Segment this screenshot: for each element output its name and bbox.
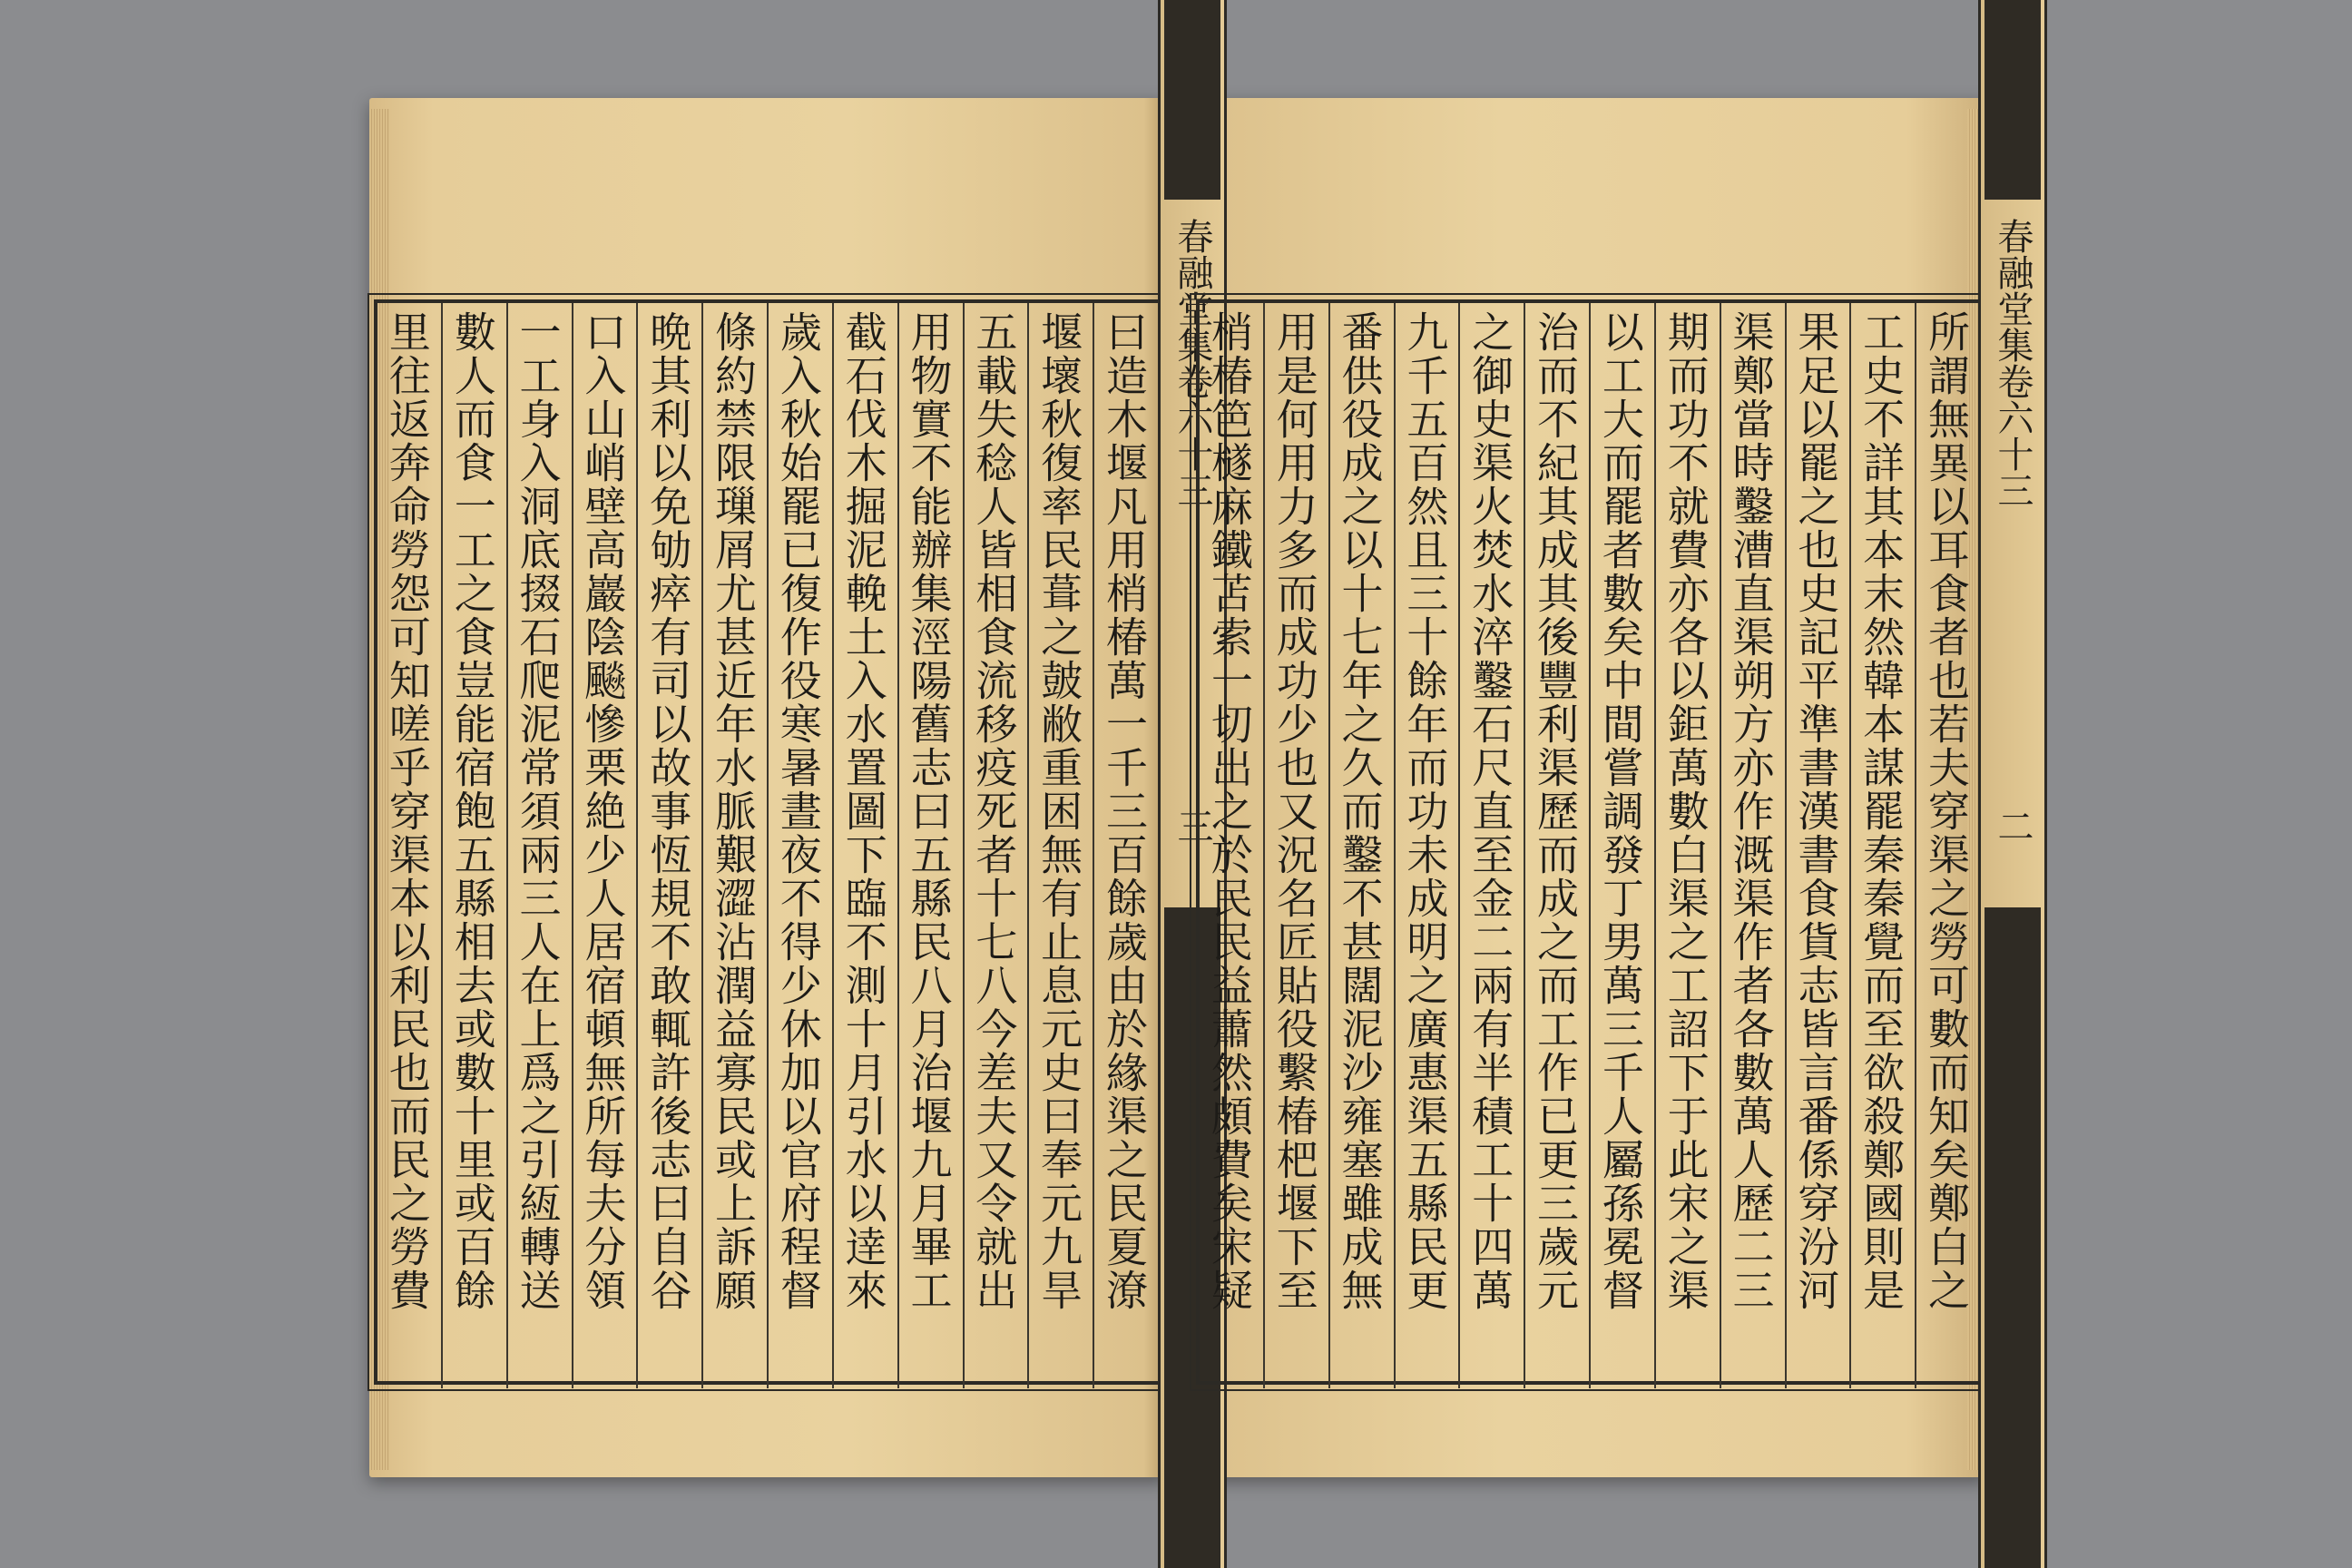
fish-tail-block-bottom	[1984, 907, 2041, 1568]
text-column: 歲入秋始罷已復作役寒暑晝夜不得少休加以官府程督	[767, 303, 832, 1388]
text-column: 用是何用力多而成功少也又況名匠貼役繫椿杷堰下至	[1263, 303, 1328, 1388]
text-column: 治而不紀其成其後豐利渠歷而成之而工作已更三歲元	[1524, 303, 1589, 1388]
text-column: 九千五百然且三十餘年而功未成明之廣惠渠五縣民更	[1394, 303, 1459, 1388]
text-column: 截石伐木掘泥輓土入水置圖下臨不測十月引水以逹來	[832, 303, 897, 1388]
text-column: 所謂無異以耳食者也若夫穿渠之勞可數而知矣鄭白之	[1915, 303, 1980, 1388]
text-column: 晩其利以免劬瘁有司以故事恆規不敢輒許後志曰自谷	[636, 303, 701, 1388]
text-column: 數人而食一工之食豈能宿飽五縣相去或數十里或百餘	[441, 303, 506, 1388]
text-column: 五載失稔人皆相食流移疫死者十七八今差夫又令就出	[963, 303, 1028, 1388]
left-text-columns	[377, 303, 1158, 1381]
text-column: 里往返奔命勞怨可知嗟乎穿渠本以利民也而民之勞費	[382, 310, 432, 1312]
text-column: 之御史渠火焚水淬鑿石尺直至金二兩有半積工十四萬	[1458, 303, 1524, 1388]
right-text-columns	[1200, 303, 1980, 1381]
text-column: 期而功不就費亦各以鉅萬數白渠之工詔下于此宋之渠	[1654, 303, 1720, 1388]
right-text-frame	[1196, 299, 1984, 1385]
text-column: 渠鄭當時鑿漕直渠朔方亦作溉渠作者各數萬人歷二三	[1720, 303, 1785, 1388]
right-page-fish-tail	[1978, 0, 2047, 1568]
fish-tail-block-top	[1164, 0, 1220, 200]
right-heart-title: 春融堂集卷六十三	[1992, 218, 2034, 508]
text-column: 堰壞秋復率民葺之皷敝重困無有止息元史曰奉元九旱	[1027, 303, 1093, 1388]
text-column: 條約禁限璅屑尤甚近年水脈艱澀沾潤益寡民或上訴願	[701, 303, 767, 1388]
text-column: 用物實不能辦集涇陽舊志曰五縣民八月治堰九月畢工	[897, 303, 963, 1388]
text-column: 口入山峭壁高巖陰飈慘栗絶少人居宿頓無所每夫分領	[572, 303, 637, 1388]
text-column: 工史不詳其本末然韓本謀罷秦秦覺而至欲殺鄭國則是	[1849, 303, 1915, 1388]
text-column: 曰造木堰凡用梢椿萬一千三百餘歲由於緣渠之民夏潦	[1093, 303, 1158, 1388]
text-column: 番供役成之以十七年之久而鑿不甚闊泥沙雍塞雖成無	[1328, 303, 1394, 1388]
text-column: 一工身入洞底掇石爬泥常須兩三人在上爲之引絚轉送	[506, 303, 572, 1388]
text-column: 梢椿笆檖麻鐵苫索一切出之於民民益蕭然頗費矣宋疑	[1204, 310, 1254, 1312]
text-column: 以工大而罷者數矣中間嘗調發丁男萬三千人屬孫冕督	[1589, 303, 1654, 1388]
right-heart-page-number: 二	[1992, 808, 2034, 844]
left-heart-page-number: 三	[1171, 808, 1213, 844]
text-column: 果足以罷之也史記平準書漢書食貨志皆言番係穿汾河	[1785, 303, 1850, 1388]
left-text-frame	[374, 299, 1161, 1385]
left-heart-title: 春融堂集卷六十三	[1171, 218, 1213, 508]
fish-tail-block-top	[1984, 0, 2041, 200]
